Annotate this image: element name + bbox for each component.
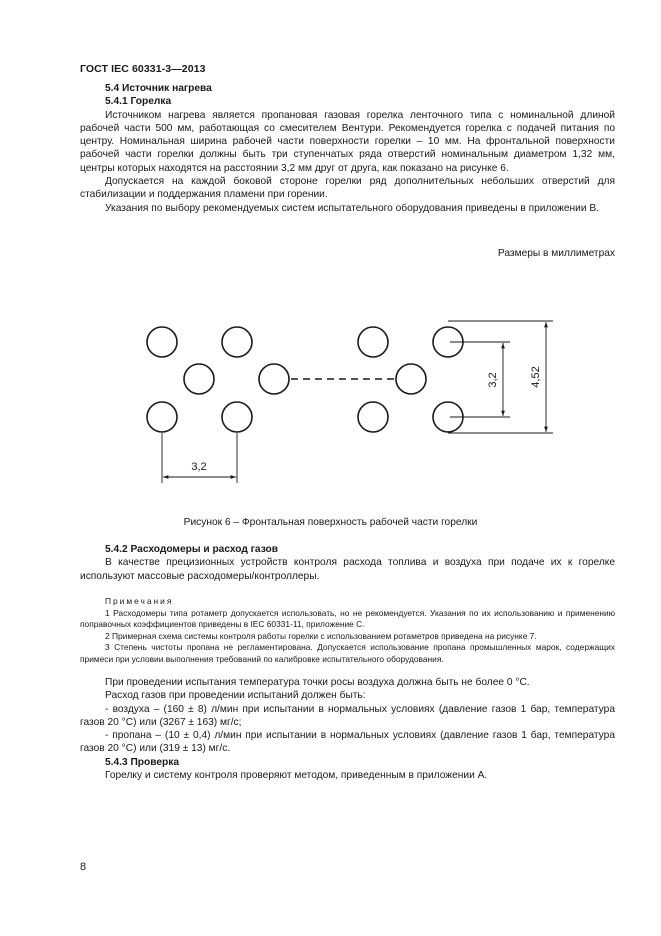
units-note: Размеры в миллиметрах (497, 248, 615, 259)
paragraph: - пропана – (10 ± 0,4) л/мин при испытании в нормальных условиях (давление газов 1 бар, температура газов 20 °С) или (319 ± 13) мг/с. (80, 730, 615, 755)
dimension-label-horizontal: 3,2 (191, 461, 207, 473)
paragraph: В качестве прецизионных устройств контроля расхода топлива и воздуха при подаче их к горелке используют массовые расходомеры/контроллеры. (80, 557, 615, 582)
paragraph: При проведении испытания температура точки росы воздуха должна быть не более 0 °С. (105, 677, 530, 688)
paragraph: Горелку и систему контроля проверяют методом, приведенным в приложении А. (105, 770, 488, 782)
subsection-heading: 5.4.1 Горелка (105, 96, 172, 108)
burner-hole (222, 327, 252, 357)
paragraph: - воздуха – (160 ± 8) л/мин при испытании в нормальных условиях (давление газов 1 бар, температура газов 20 °С) или (3267 ± 163) мг/с; (80, 703, 615, 728)
burner-hole (184, 364, 214, 394)
burner-hole (358, 402, 388, 432)
flow-requirements (80, 676, 615, 782)
burner-hole (358, 327, 388, 357)
burner-hole (147, 327, 177, 357)
figure-caption: Рисунок 6 – Фронтальная поверхность рабочей части горелки (183, 517, 478, 528)
burner-hole (259, 364, 289, 394)
notes-title: Примечания (105, 596, 174, 606)
page-number: 8 (80, 861, 87, 873)
section-5-4-2 (80, 543, 615, 583)
section-heading: 5.4 Источник нагрева (105, 83, 212, 94)
burner-hole (222, 402, 252, 432)
dimension-label-vertical-inner: 3,2 (487, 372, 499, 388)
burner-hole (147, 402, 177, 432)
paragraph: Указания по выбору рекомендуемых систем испытательного оборудования приведены в приложении В. (105, 202, 600, 214)
burner-hole (396, 364, 426, 394)
paragraph: Источником нагрева является пропановая газовая горелка ленточного типа с номинальной длиной рабочей части 500 мм, работающая со смесителем Вентури. Рекомендуется горелка с подачей питания по центру. Номинальная ширина рабочей части поверхности горелки – 10 мм. На фронтальной поверхности рабочей части горелки должны быть три ступенчатых ряда отверстий номинальным диаметром 1,32 мм, центры которых находятся на расстоянии 3,2 мм друг от друга, как показано на рисунке 6. (80, 109, 615, 174)
note-item: 3 Степень чистоты пропана не регламентирована. Допускается использование пропана промышленных марок, содержащих примеси при условии выполнения требований по калибровке испытательного оборудования. (80, 642, 615, 664)
document-header: ГОСТ IEC 60331-3—2013 (80, 63, 206, 75)
notes-block (80, 596, 615, 665)
paragraph: Расход газов при проведении испытаний должен быть: (105, 690, 366, 702)
subsection-heading: 5.4.3 Проверка (105, 756, 180, 768)
paragraph: Допускается на каждой боковой стороне горелки ряд дополнительных небольших отверстий для стабилизации и поддержания пламени при горении. (80, 176, 615, 201)
note-item: 2 Примерная схема системы контроля работы горелки с использованием ротаметров приведена на рисунке 7. (105, 630, 537, 641)
dimension-label-vertical-outer: 4,52 (530, 366, 542, 388)
subsection-heading: 5.4.2 Расходомеры и расход газов (105, 544, 278, 555)
note-item: 1 Расходомеры типа ротаметр допускается использовать, но не рекомендуется. Указания по их использованию и применению поправочных коэффициентов приведены в IEC 60331-11, приложение С. (80, 607, 615, 629)
